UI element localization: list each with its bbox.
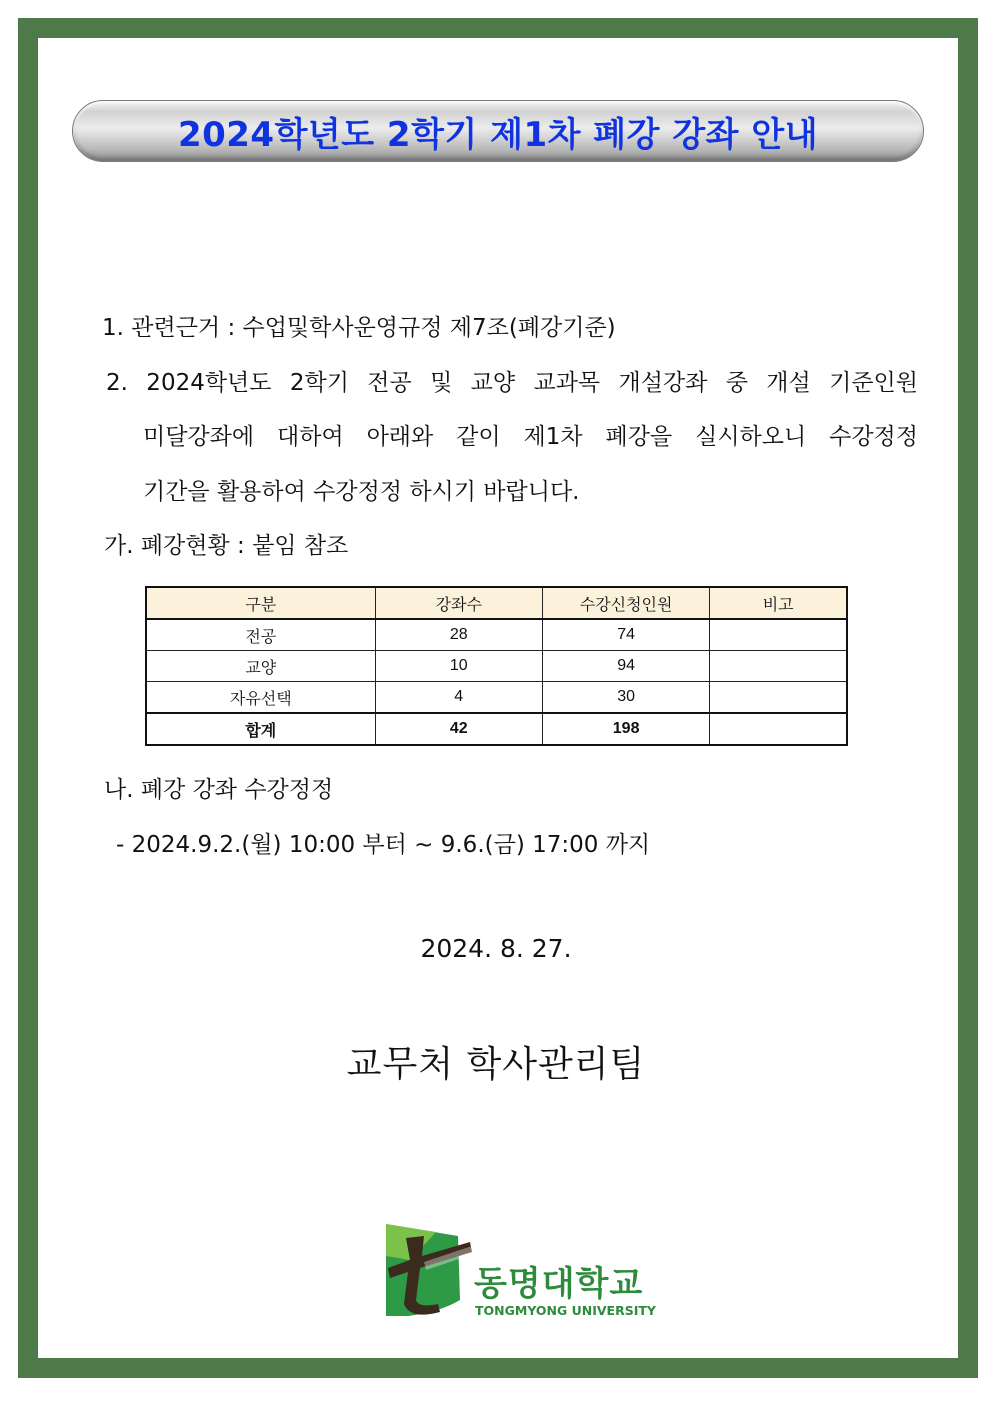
issuing-office: 교무처 학사관리팀 [346, 1044, 646, 1085]
table-cell: 42 [375, 713, 542, 745]
closure-status-table [145, 586, 848, 746]
table-row [146, 651, 847, 682]
logo-name-korean: 동명대학교 [474, 1264, 644, 1304]
table-cell: 30 [542, 682, 709, 714]
sub-closure-status: 가. 폐강현황 : 붙임 참조 [104, 533, 349, 559]
table-cell: 74 [542, 619, 709, 651]
table-cell [710, 651, 847, 682]
item-notice-line-1: 2. 2024학년도 2학기 전공 및 교양 교과목 개설강좌 중 개설 기준인원 [106, 370, 918, 396]
item-related-basis: 1. 관련근거 : 수업및학사운영규정 제7조(폐강기준) [102, 315, 616, 341]
table-header-cell: 수강신청인원 [542, 587, 709, 619]
table-header-row [146, 587, 847, 619]
table-cell: 94 [542, 651, 709, 682]
table-cell: 198 [542, 713, 709, 745]
item-notice-line-2: 미달강좌에 대하여 아래와 같이 제1차 폐강을 실시하오니 수강정정 [143, 424, 918, 450]
table-header-cell: 구분 [146, 587, 375, 619]
item-notice-line-3: 기간을 활용하여 수강정정 하시기 바랍니다. [143, 479, 580, 505]
table-cell: 4 [375, 682, 542, 714]
correction-period: - 2024.9.2.(월) 10:00 부터 ~ 9.6.(금) 17:00 까지 [116, 832, 651, 858]
title-banner [72, 100, 924, 162]
table-header-cell: 강좌수 [375, 587, 542, 619]
sub-course-correction: 나. 폐강 강좌 수강정정 [104, 777, 334, 803]
table-row [146, 619, 847, 651]
table-cell [710, 619, 847, 651]
table-header-cell: 비고 [710, 587, 847, 619]
table-cell: 전공 [146, 619, 375, 651]
table-cell [710, 713, 847, 745]
logo-name-english: TONGMYONG UNIVERSITY [475, 1303, 656, 1318]
table-cell: 자유선택 [146, 682, 375, 714]
table-cell: 10 [375, 651, 542, 682]
page-title: 2024학년도 2학기 제1차 폐강 강좌 안내 [177, 114, 819, 155]
table-total-row [146, 713, 847, 745]
notice-date: 2024. 8. 27. [420, 934, 572, 963]
table-cell: 28 [375, 619, 542, 651]
table-row [146, 682, 847, 714]
table-cell: 합계 [146, 713, 375, 745]
table-cell: 교양 [146, 651, 375, 682]
table-cell [710, 682, 847, 714]
